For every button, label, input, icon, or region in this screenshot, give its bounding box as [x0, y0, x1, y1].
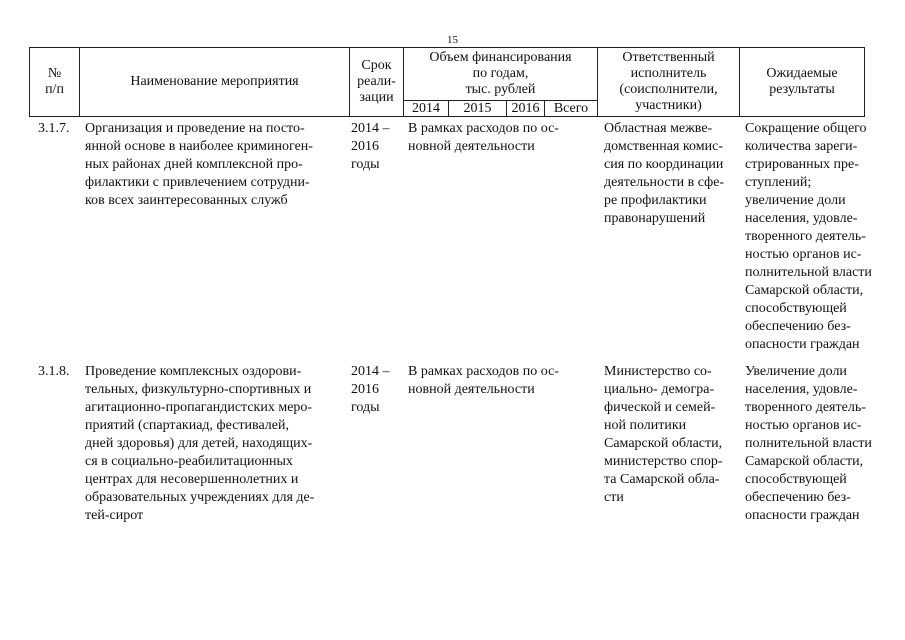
header-name: Наименование мероприятия — [80, 48, 350, 116]
row-executor: Министерство со- циально- демогра- фической и семей- ной политики Самарской области, министерство спор- та Самарской обла- сти — [604, 364, 723, 505]
row-name: Проведение комплексных оздорови- тельных, физкультурно-спортивных и агитационно-пропагандистских меро- приятий (спартакиад, фестивалей, дней здоровья) для детей, находящих- ся в социально-реабилитационных центрах для несовершеннолетних и образовательных учреждениях для де- тей-сирот — [85, 364, 315, 523]
row-funding: В рамках расходов по ос- новной деятельности — [408, 364, 559, 397]
row-results: Сокращение общего количества зареги- стрированных пре- ступлений; увеличение доли населения, удовле- творенного деятель- ностью органов ис- полнительной власти Самарской области, способствующей обеспечению без- опасности граждан — [745, 121, 872, 352]
header-executor: Ответственный исполнитель (соисполнители, участники) — [598, 48, 740, 116]
row-executor: Областная межве- домственная комис- сия по координации деятельности в сфе- ре профилактики правонарушений — [604, 121, 725, 226]
row-number: 3.1.8. — [38, 364, 70, 379]
header-funding: Объем финансирования по годам, тыс. рублей — [404, 48, 598, 100]
row-number: 3.1.7. — [38, 121, 70, 136]
header-num: № п/п — [30, 48, 80, 116]
row-results: Увеличение доли населения, удовле- творенного деятель- ностью органов ис- полнительной власти Самарской области, способствующей обеспечению без- опасности граждан — [745, 364, 872, 523]
row-period: 2014 – 2016 годы — [351, 121, 390, 172]
row-period: 2014 – 2016 годы — [351, 364, 390, 415]
table-header — [29, 47, 865, 117]
header-year-2014: 2014 — [404, 100, 449, 116]
header-year-2015: 2015 — [449, 100, 507, 116]
header-period: Срок реали- зации — [350, 48, 404, 116]
header-year-total: Всего — [545, 100, 598, 116]
page-number: 15 — [447, 34, 458, 46]
row-name: Организация и проведение на посто- янной основе в наиболее криминоген- ных районах дней комплексной про- филактики с привлечением сотрудни- ков всех заинтересованных служб — [85, 121, 313, 208]
header-year-2016: 2016 — [507, 100, 545, 116]
row-funding: В рамках расходов по ос- новной деятельности — [408, 121, 559, 154]
header-results: Ожидаемые результаты — [766, 66, 838, 97]
